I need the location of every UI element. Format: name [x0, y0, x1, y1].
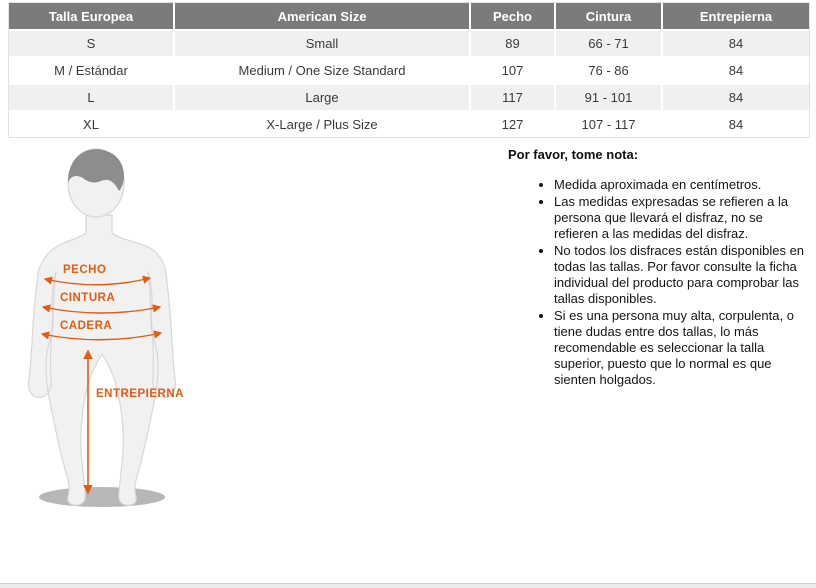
table-row — [9, 83, 809, 110]
hip-label: CADERA — [60, 320, 113, 332]
body-silhouette — [29, 215, 176, 505]
size-chart-table — [8, 2, 808, 138]
table-row — [9, 29, 809, 56]
note-item: • No todos los disfraces están disponibles en todas las tallas. Por favor consulte la ficha individual del producto para comprobar las tallas disponibles. — [554, 243, 806, 307]
floor-shadow — [39, 487, 165, 507]
waist-label: CINTURA — [60, 292, 116, 304]
table-cell: 76 - 86 — [554, 56, 661, 83]
column-header-european-size: Talla Europea — [9, 3, 173, 29]
table-cell: XL — [9, 110, 173, 137]
table-cell: L — [9, 83, 173, 110]
horizontal-scrollbar[interactable] — [0, 583, 816, 588]
table-row — [9, 56, 809, 83]
note-item: • Medida aproximada en centímetros. — [554, 177, 806, 193]
inseam-label: ENTREPIERNA — [96, 388, 184, 400]
table-cell: X-Large / Plus Size — [173, 110, 469, 137]
header-row — [9, 3, 809, 29]
table-row — [9, 110, 809, 137]
column-header-waist: Cintura — [554, 3, 661, 29]
table-cell: 127 — [469, 110, 554, 137]
note-item: • Si es una persona muy alta, corpulenta, o tiene dudas entre dos tallas, lo más recomendable es seleccionar la talla superior, puesto que lo normal es que sienten holgados. — [554, 308, 806, 388]
column-header-american-size: American Size — [173, 3, 469, 29]
table-cell: M / Estándar — [9, 56, 173, 83]
table-cell: 89 — [469, 29, 554, 56]
table-cell: S — [9, 29, 173, 56]
body-diagram-icon — [20, 145, 210, 537]
notes-list — [508, 177, 806, 388]
table-cell: Large — [173, 83, 469, 110]
table-cell: 91 - 101 — [554, 83, 661, 110]
chest-label: PECHO — [63, 264, 107, 276]
table-cell: Small — [173, 29, 469, 56]
table-cell: 66 - 71 — [554, 29, 661, 56]
column-header-chest: Pecho — [469, 3, 554, 29]
notes-title: Por favor, tome nota: — [508, 147, 639, 162]
table-cell: 84 — [661, 29, 809, 56]
table-cell: Medium / One Size Standard — [173, 56, 469, 83]
table-cell: 84 — [661, 110, 809, 137]
table-cell: 117 — [469, 83, 554, 110]
measurement-figure — [20, 145, 210, 537]
table-cell: 84 — [661, 83, 809, 110]
note-item: • Las medidas expresadas se refieren a la persona que llevará el disfraz, no se refieren a las medidas del disfraz. — [554, 194, 806, 242]
notes-section — [508, 147, 808, 389]
table-cell: 107 - 117 — [554, 110, 661, 137]
table-cell: 84 — [661, 56, 809, 83]
column-header-inseam: Entrepierna — [661, 3, 809, 29]
table-cell: 107 — [469, 56, 554, 83]
